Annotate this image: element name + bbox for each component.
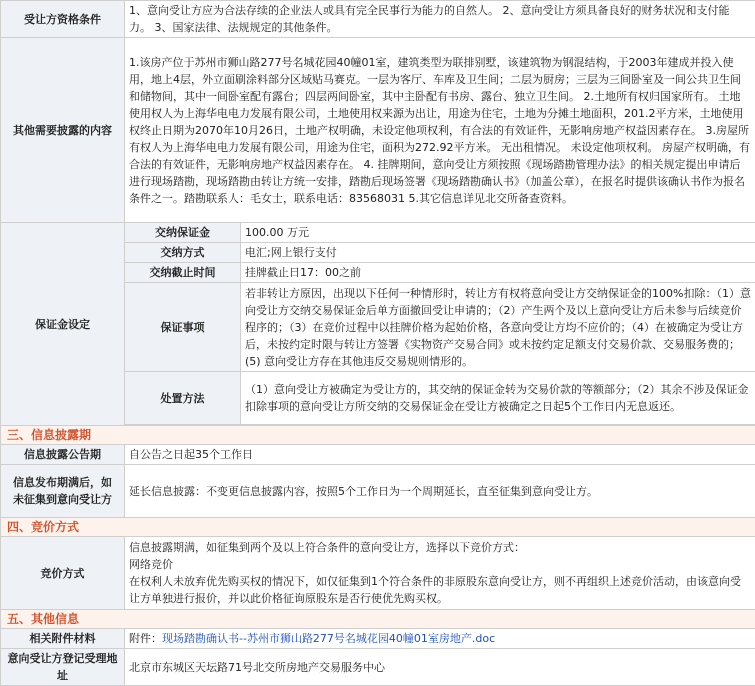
address-label: 意向受让方登记受理地址 [1,649,125,686]
announce-row [1,445,755,465]
attachment-row [1,629,755,649]
deposit-terms-label: 保证事项 [125,283,241,372]
address-value: 北京市东城区天坛路71号北交所房地产交易服务中心 [125,649,755,686]
announce-value: 自公告之日起35个工作日 [125,445,755,465]
attachment-link[interactable]: 现场踏勘确认书--苏州市狮山路277号名城花园40幢01室房地产.doc [162,632,495,645]
deposit-terms-value: 若非转让方原因，出现以下任何一种情形时，转让方有权将意向受让方交纳保证金的100%扣除：（1）意向受让方交纳交易保证金后单方面撤回受让申请的；（2）产生两个及以上意向受让方后未参与后续竞价程序的；（3）在竞价过程中以挂牌价格为起始价格，各意向受让方均不应价的；（4）在被确定为受让方后，未按约定时限与转让方签署《实物资产交易合同》或未按约定足额支付交易价款、交易服务费的；(5) 意向受让方存在其他违反交易规则情形的。 [241,283,755,372]
bidding-row [1,537,755,610]
extension-row [1,465,755,518]
attachment-value [125,629,755,649]
attachment-label: 相关附件材料 [1,629,125,649]
deposit-deadline-value: 挂牌截止日17：00之前 [241,263,755,283]
bidding-value [125,537,755,610]
bidding-line-2: 网络竞价 [129,556,751,573]
extension-value: 延长信息披露：不变更信息披露内容，按照5个工作日为一个周期延长，直至征集到意向受让方。 [125,465,755,518]
section-3-row [1,426,755,445]
section-5-heading: 五、其他信息 [1,610,755,629]
qualification-row [1,1,755,38]
deposit-amount-value: 100.00 万元 [241,223,755,243]
deposit-handling-label: 处置方法 [125,372,241,425]
deposit-amount-row [1,223,755,243]
deposit-method-value: 电汇;网上银行支付 [241,243,755,263]
qualification-value: 1、意向受让方应为合法存续的企业法人或具有完全民事行为能力的自然人。 2、意向受让方须具备良好的财务状况和支付能力。 3、国家法律、法规规定的其他条件。 [125,1,755,38]
other-disclosure-row [1,38,755,223]
bidding-line-1: 信息披露期满，如征集到两个及以上符合条件的意向受让方，选择以下竞价方式： [129,539,751,556]
other-disclosure-value: 1.该房产位于苏州市狮山路277号名城花园40幢01室，建筑类型为联排别墅，该建筑物为钢混结构，于2003年建成并投入使用，地上4层，外立面刷涂料部分区域贴马赛克。一层为客厅、车库及卫生间；二层为厨房；三层为三间卧室及一间公共卫生间和储物间，其中一间卧室配有露台；四层两间卧室，其中主卧配有书房、露台、独立卫生间。 2.土地所有权归国家所有。 土地使用权人为上海华电电力发展有限公司，土地使用权来源为出让，用途为住宅，土地为分摊土地面积，201.2平方米，土地使用权终止日期为2070年10月26日，土地产权明确，未设定他项权利，有合法的有效证件，无影响房地产权益因素存在。 3.房屋所有权人为上海华电电力发展有限公司，用途为住宅，面积为272.92平方米。 无出租情况。 未设定他项权利。 房屋产权明确，有合法的有效证件，无影响房地产权益因素存在。 4. 挂牌期间，意向受让方须按照《现场踏勘管理办法》的相关规定提出申请后进行现场踏勘，现场踏勘由转让方统一安排，踏勘后现场签署《现场踏勘确认书》（加盖公章），在报名时提供该确认书作为报名条件之一。踏勘联系人：毛女士，联系电话：83568031 5.其它信息详见北交所备查资料。 [125,38,755,223]
bidding-label: 竞价方式 [1,537,125,610]
section-3-heading: 三、信息披露期 [1,426,755,445]
deposit-amount-label: 交纳保证金 [125,223,241,243]
deposit-deadline-label: 交纳截止时间 [125,263,241,283]
qualification-label: 受让方资格条件 [1,1,125,38]
attachment-prefix: 附件： [129,632,162,645]
address-row [1,649,755,686]
section-5-row [1,610,755,629]
deposit-method-label: 交纳方式 [125,243,241,263]
other-disclosure-label: 其他需要披露的内容 [1,38,125,223]
bidding-line-3: 在权利人未放弃优先购买权的情况下，如仅征集到1个符合条件的非原股东意向受让方，则不再组织上述竞价活动，由该意向受让方单独进行报价，并以此价格征询原股东是否行使优先购买权。 [129,573,751,607]
deposit-label: 保证金设定 [1,223,125,426]
section-4-row [1,518,755,537]
announce-label: 信息披露公告期 [1,445,125,465]
extension-label: 信息发布期满后，如未征集到意向受让方 [1,465,125,518]
section-4-heading: 四、竞价方式 [1,518,755,537]
deposit-handling-value: （1）意向受让方被确定为受让方的，其交纳的保证金转为交易价款的等额部分；（2）其余不涉及保证金扣除事项的意向受让方所交纳的交易保证金在受让方被确定之日起5个工作日内无息返还。 [241,372,755,425]
